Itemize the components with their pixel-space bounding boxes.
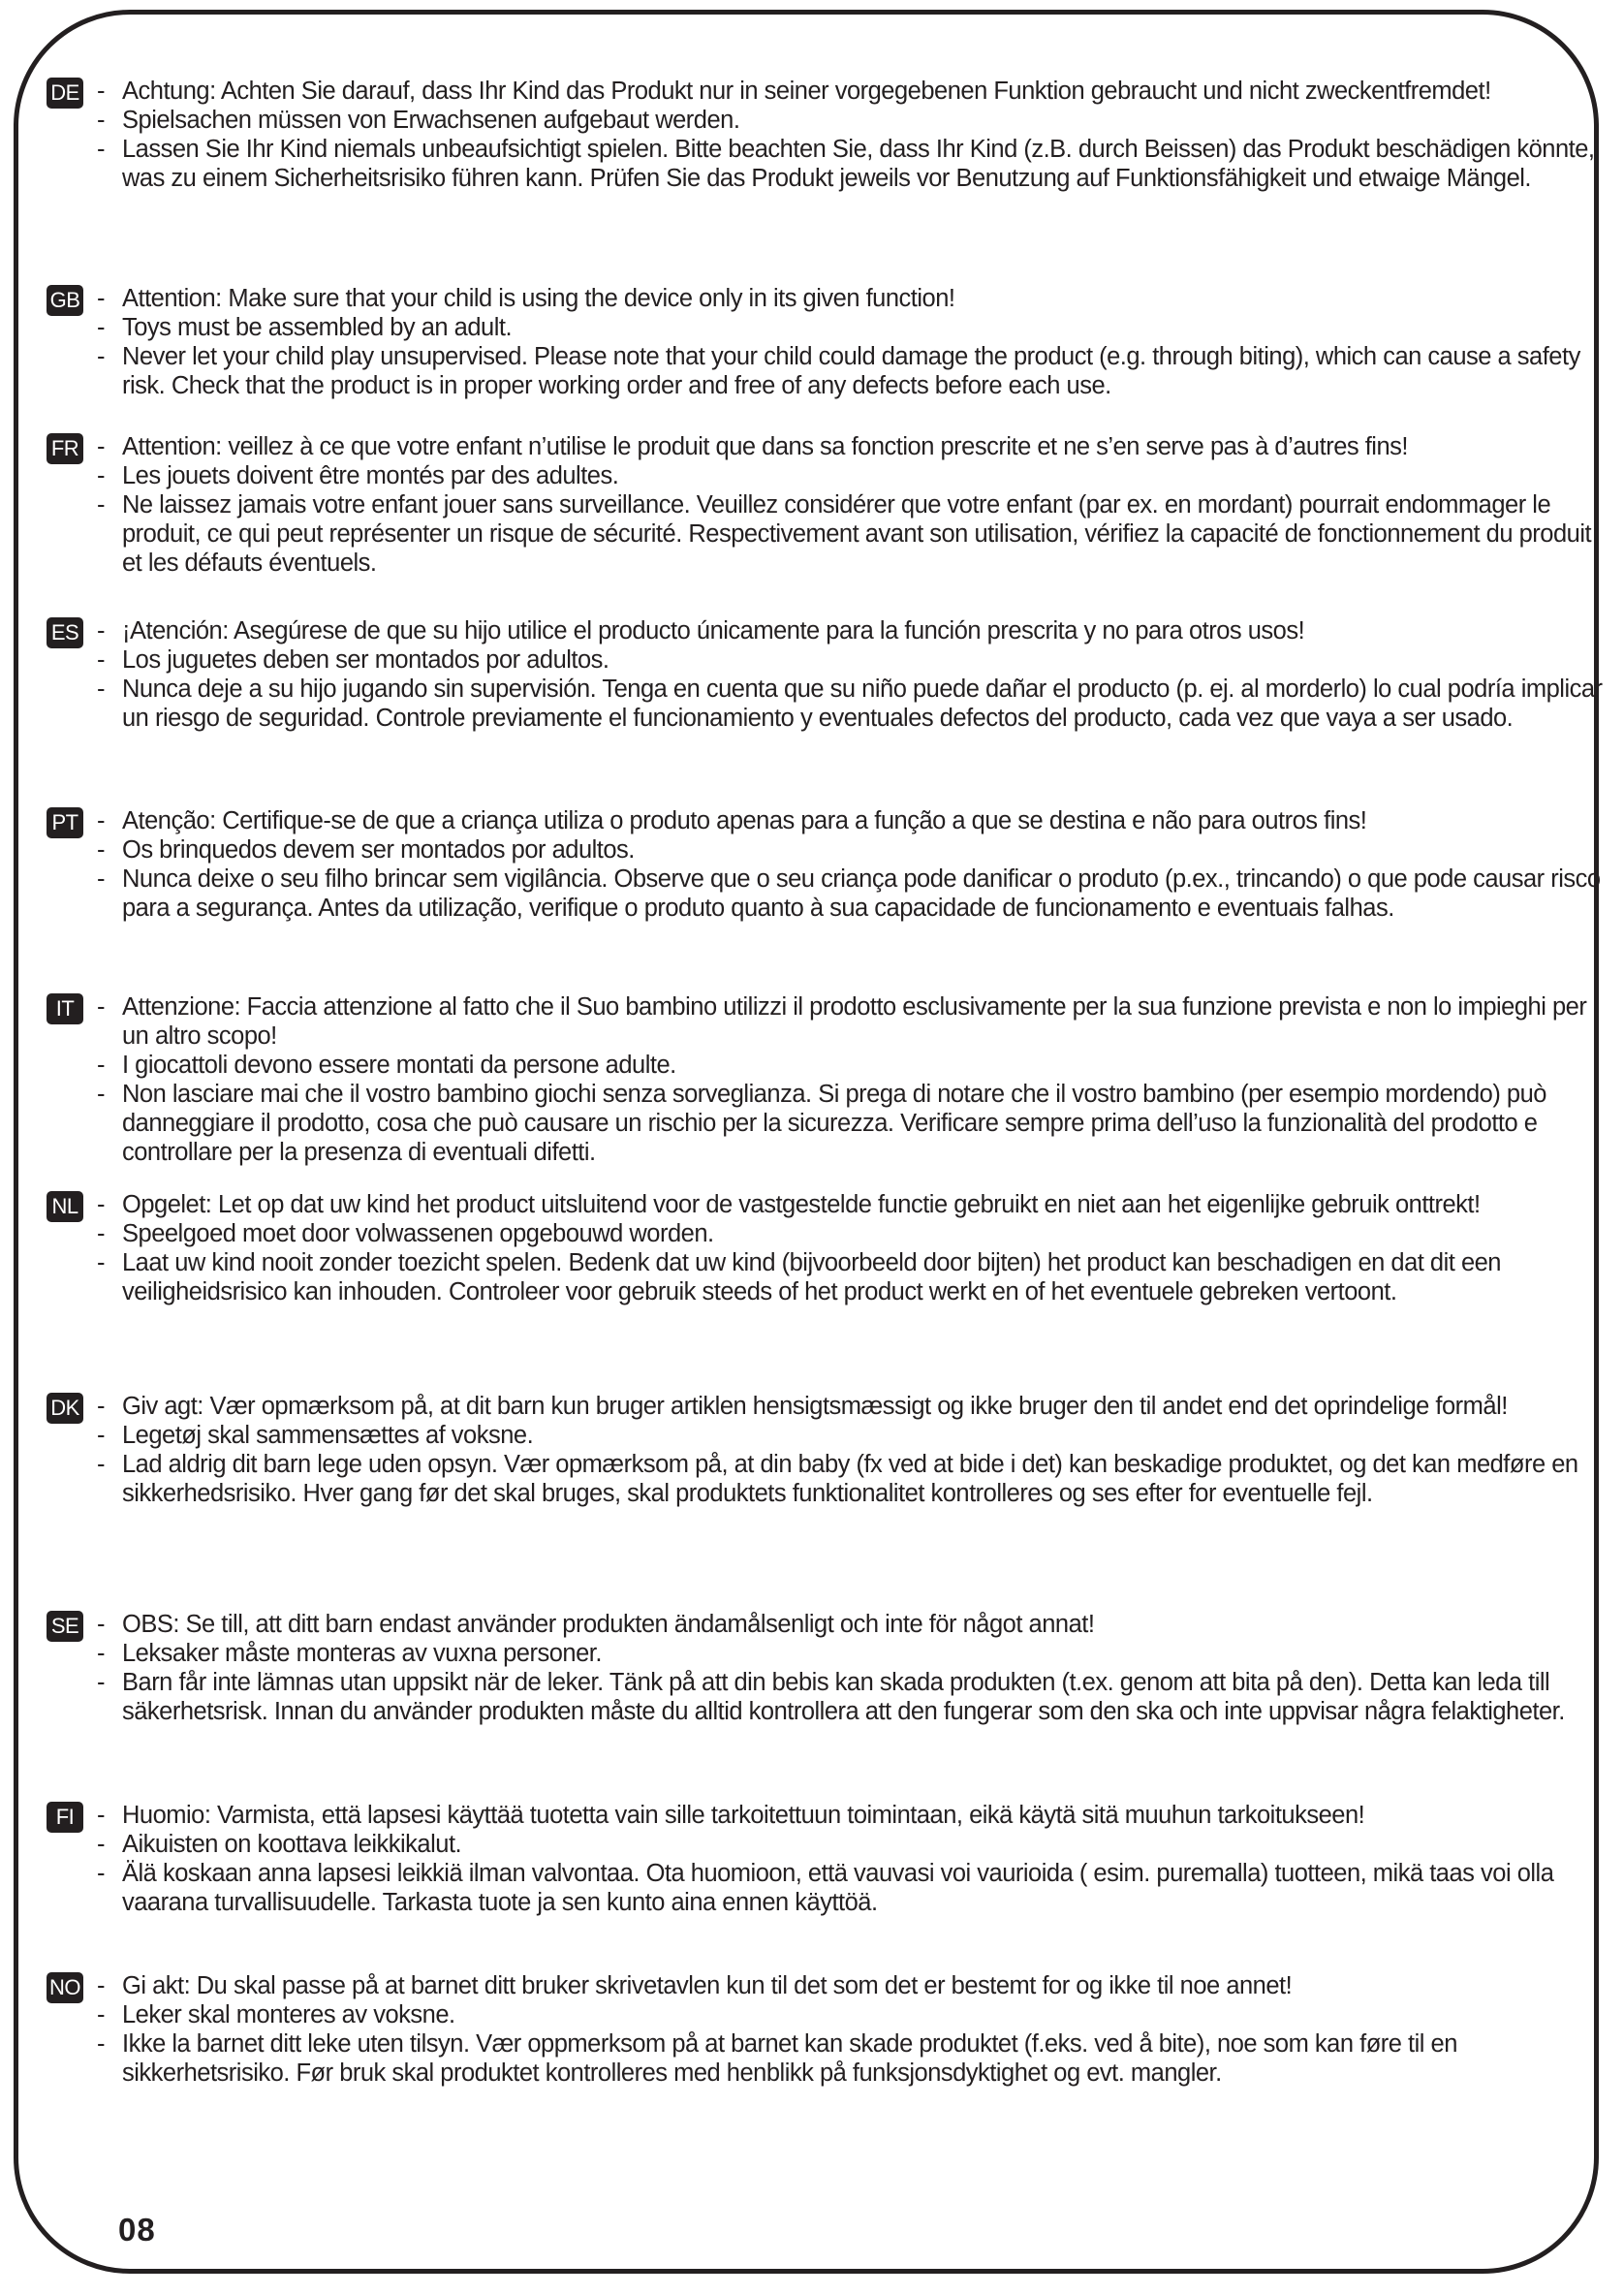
- warning-text: Speelgoed moet door volwassenen opgebouwd worden.: [122, 1220, 714, 1247]
- warning-item: [91, 1610, 1603, 1639]
- warning-list: [91, 77, 1603, 193]
- bullet-dash: -: [97, 491, 105, 519]
- bullet-dash: -: [97, 1191, 105, 1218]
- warning-item: [91, 1668, 1603, 1726]
- warning-text: Atenção: Certifique-se de que a criança utiliza o produto apenas para a função a que se destina e não para outros fins!: [122, 807, 1367, 834]
- warning-text: Gi akt: Du skal passe på at barnet ditt bruker skrivetavlen kun til det som det er bestemt for og ikke til noe annet!: [122, 1972, 1293, 1999]
- language-badge-es: ES: [47, 617, 83, 648]
- warning-text: Leksaker måste monteras av vuxna personer.: [122, 1640, 602, 1667]
- language-badge-dk: DK: [47, 1393, 83, 1424]
- bullet-dash: -: [97, 865, 105, 893]
- bullet-dash: -: [97, 836, 105, 864]
- warning-text: Nunca deixe o seu filho brincar sem vigilância. Observe que o seu criança pode danificar o produto (p.ex., trincando) o que pode causar risco para a segurança. Antes da utilização, verifique o produto quanto à sua capacidade de funcionamento e eventuais falhas.: [122, 865, 1601, 922]
- warning-list: [91, 284, 1603, 400]
- page-number: 08: [118, 2212, 156, 2248]
- warning-text: Lassen Sie Ihr Kind niemals unbeaufsichtigt spielen. Bitte beachten Sie, dass Ihr Kind (z.B. durch Beissen) das Produkt beschädigen könnte, was zu einem Sicherheitsrisiko führen kann. Prüfen Sie das Produkt jeweils vor Benutzung auf Funktionsfähigkeit und etwaige Mängel.: [122, 136, 1595, 192]
- warning-list: [91, 1801, 1603, 1917]
- bullet-dash: -: [97, 343, 105, 370]
- bullet-dash: -: [97, 646, 105, 674]
- language-badge-gb: GB: [47, 285, 83, 316]
- warning-item: [91, 106, 1603, 135]
- bullet-dash: -: [97, 1972, 105, 1999]
- warning-item: [91, 1080, 1603, 1167]
- warning-item: [91, 1051, 1603, 1080]
- warning-text: Aikuisten on koottava leikkikalut.: [122, 1831, 462, 1858]
- warning-text: Nunca deje a su hijo jugando sin supervisión. Tenga en cuenta que su niño puede dañar el producto (p. ej. al morderlo) lo cual podría implicar un riesgo de seguridad. Controle previamente el funcionamiento y eventuales defectos del producto, cada vez que vaya a ser usado.: [122, 676, 1603, 732]
- warning-text: ¡Atención: Asegúrese de que su hijo utilice el producto únicamente para la función prescrita y no para otros usos!: [122, 617, 1305, 644]
- warning-item: [91, 1450, 1603, 1508]
- warning-item: [91, 616, 1603, 645]
- warning-text: Les jouets doivent être montés par des adultes.: [122, 462, 619, 489]
- warning-text: Ikke la barnet ditt leke uten tilsyn. Vær oppmerksom på at barnet kan skade produktet (f.eks. ved å bite), noe som kan føre til en sikkerhetsrisiko. Før bruk skal produktet kontrolleres med henblikk på funksjonsdyktighet og evt. mangler.: [122, 2030, 1457, 2087]
- warning-text: Leker skal monteres av voksne.: [122, 2001, 455, 2028]
- warning-text: Never let your child play unsupervised. Please note that your child could damage the product (e.g. through biting), which can cause a safety risk. Check that the product is in proper working order and free of any defects before each use.: [122, 343, 1580, 399]
- warning-item: [91, 313, 1603, 342]
- bullet-dash: -: [97, 676, 105, 703]
- warning-item: [91, 2000, 1603, 2029]
- language-badge-no: NO: [47, 1972, 83, 2003]
- bullet-dash: -: [97, 136, 105, 163]
- warning-item: [91, 675, 1603, 733]
- warning-text: Huomio: Varmista, että lapsesi käyttää tuotetta vain sille tarkoitettuun toimintaan, eikä käytä sitä muuhun tarkoitukseen!: [122, 1802, 1365, 1829]
- bullet-dash: -: [97, 1220, 105, 1247]
- language-badge-pt: PT: [47, 807, 83, 838]
- bullet-dash: -: [97, 107, 105, 134]
- warning-list: [91, 1610, 1603, 1726]
- language-badge-se: SE: [47, 1611, 83, 1642]
- warning-list: [91, 1392, 1603, 1508]
- bullet-dash: -: [97, 2030, 105, 2058]
- warning-item: [91, 284, 1603, 313]
- warning-item: [91, 77, 1603, 106]
- warning-item: [91, 461, 1603, 490]
- bullet-dash: -: [97, 1860, 105, 1887]
- warning-item: [91, 1859, 1603, 1917]
- warning-item: [91, 992, 1603, 1051]
- warning-item: [91, 1248, 1603, 1306]
- bullet-dash: -: [97, 1802, 105, 1829]
- warning-list: [91, 806, 1603, 923]
- bullet-dash: -: [97, 1831, 105, 1858]
- warning-text: Os brinquedos devem ser montados por adultos.: [122, 836, 635, 864]
- warning-text: Giv agt: Vær opmærksom på, at dit barn kun bruger artiklen hensigtsmæssigt og ikke bruger den til andet end det oprindelige formål!: [122, 1393, 1508, 1420]
- bullet-dash: -: [97, 1393, 105, 1420]
- warning-list: [91, 1190, 1603, 1306]
- warning-text: I giocattoli devono essere montati da persone adulte.: [122, 1052, 676, 1079]
- warning-list: [91, 1971, 1603, 2088]
- bullet-dash: -: [97, 1422, 105, 1449]
- warning-item: [91, 432, 1603, 461]
- warning-item: [91, 1219, 1603, 1248]
- bullet-dash: -: [97, 807, 105, 834]
- warning-text: Attenzione: Faccia attenzione al fatto che il Suo bambino utilizzi il prodotto esclusivamente per la sua funzione prevista e non lo impieghi per un altro scopo!: [122, 993, 1587, 1050]
- warning-item: [91, 865, 1603, 923]
- warning-text: Spielsachen müssen von Erwachsenen aufgebaut werden.: [122, 107, 740, 134]
- bullet-dash: -: [97, 1249, 105, 1276]
- warning-item: [91, 342, 1603, 400]
- warning-text: Achtung: Achten Sie darauf, dass Ihr Kind das Produkt nur in seiner vorgegebenen Funktion gebraucht und nicht zweckentfremdet!: [122, 78, 1491, 105]
- warning-item: [91, 135, 1603, 193]
- language-badge-nl: NL: [47, 1191, 83, 1222]
- language-badge-it: IT: [47, 993, 83, 1024]
- warning-text: Legetøj skal sammensættes af voksne.: [122, 1422, 534, 1449]
- bullet-dash: -: [97, 314, 105, 341]
- bullet-dash: -: [97, 78, 105, 105]
- warning-text: OBS: Se till, att ditt barn endast använder produkten ändamålsenligt och inte för något annat!: [122, 1611, 1095, 1638]
- warning-text: Non lasciare mai che il vostro bambino giochi senza sorveglianza. Si prega di notare che il vostro bambino (per esempio mordendo) può danneggiare il prodotto, cosa che può causare un rischio per la sicurezza. Verificare sempre prima dell’uso la funzionalità del prodotto e controllare per la presenza di eventuali difetti.: [122, 1081, 1546, 1166]
- warning-list: [91, 992, 1603, 1167]
- bullet-dash: -: [97, 617, 105, 644]
- bullet-dash: -: [97, 1081, 105, 1108]
- warning-text: Los juguetes deben ser montados por adultos.: [122, 646, 609, 674]
- warning-item: [91, 1971, 1603, 2000]
- bullet-dash: -: [97, 1611, 105, 1638]
- language-badge-de: DE: [47, 78, 83, 109]
- warning-text: Attention: veillez à ce que votre enfant n’utilise le produit que dans sa fonction prescrite et ne s’en serve pas à d’autres fins!: [122, 433, 1408, 460]
- warning-text: Lad aldrig dit barn lege uden opsyn. Vær opmærksom på, at din baby (fx ved at bide i det) kan beskadige produktet, og det kan medføre en sikkerhedsrisiko. Hver gang før det skal bruges, skal produktets funktionalitet kontrolleres og ses efter for eventuelle fejl.: [122, 1451, 1578, 1507]
- warning-item: [91, 490, 1603, 578]
- warning-list: [91, 432, 1603, 578]
- bullet-dash: -: [97, 462, 105, 489]
- warning-item: [91, 1639, 1603, 1668]
- language-badge-fr: FR: [47, 433, 83, 464]
- warning-item: [91, 835, 1603, 865]
- warning-item: [91, 645, 1603, 675]
- warning-item: [91, 1421, 1603, 1450]
- language-badge-fi: FI: [47, 1802, 83, 1833]
- bullet-dash: -: [97, 1640, 105, 1667]
- bullet-dash: -: [97, 1669, 105, 1696]
- warning-item: [91, 806, 1603, 835]
- bullet-dash: -: [97, 1052, 105, 1079]
- warning-item: [91, 1392, 1603, 1421]
- warning-item: [91, 1190, 1603, 1219]
- warning-text: Barn får inte lämnas utan uppsikt när de leker. Tänk på att din bebis kan skada produkten (t.ex. genom att bita på den). Detta kan leda till säkerhetsrisk. Innan du använder produkten måste du alltid kontrollera att den fungerar som den ska och inte uppvisar några felaktigheter.: [122, 1669, 1565, 1725]
- warning-text: Attention: Make sure that your child is using the device only in its given function!: [122, 285, 955, 312]
- warning-text: Laat uw kind nooit zonder toezicht spelen. Bedenk dat uw kind (bijvoorbeeld door bijten) het product kan beschadigen en dat dit een veiligheidsrisico kan inhouden. Controleer voor gebruik steeds of het product werkt en of het eventuele gebreken vertoont.: [122, 1249, 1501, 1305]
- warning-text: Ne laissez jamais votre enfant jouer sans surveillance. Veuillez considérer que votre enfant (par ex. en mordant) pourrait endommager le produit, ce qui peut représenter un risque de sécurité. Respectivement avant son utilisation, vérifiez la capacité de fonctionnement du produit et les défauts éventuels.: [122, 491, 1592, 577]
- bullet-dash: -: [97, 2001, 105, 2028]
- warning-item: [91, 2029, 1603, 2088]
- warning-item: [91, 1801, 1603, 1830]
- warning-text: Toys must be assembled by an adult.: [122, 314, 513, 341]
- bullet-dash: -: [97, 285, 105, 312]
- warning-text: Älä koskaan anna lapsesi leikkiä ilman valvontaa. Ota huomioon, että vauvasi voi vaurioida ( esim. puremalla) tuotteen, mikä taas voi olla vaarana turvallisuudelle. Tarkasta tuote ja sen kunto aina ennen käyttöä.: [122, 1860, 1554, 1916]
- warning-list: [91, 616, 1603, 733]
- warning-text: Opgelet: Let op dat uw kind het product uitsluitend voor de vastgestelde functie gebruikt en niet aan het eigenlijke gebruik onttrekt!: [122, 1191, 1481, 1218]
- bullet-dash: -: [97, 993, 105, 1021]
- bullet-dash: -: [97, 433, 105, 460]
- bullet-dash: -: [97, 1451, 105, 1478]
- warning-item: [91, 1830, 1603, 1859]
